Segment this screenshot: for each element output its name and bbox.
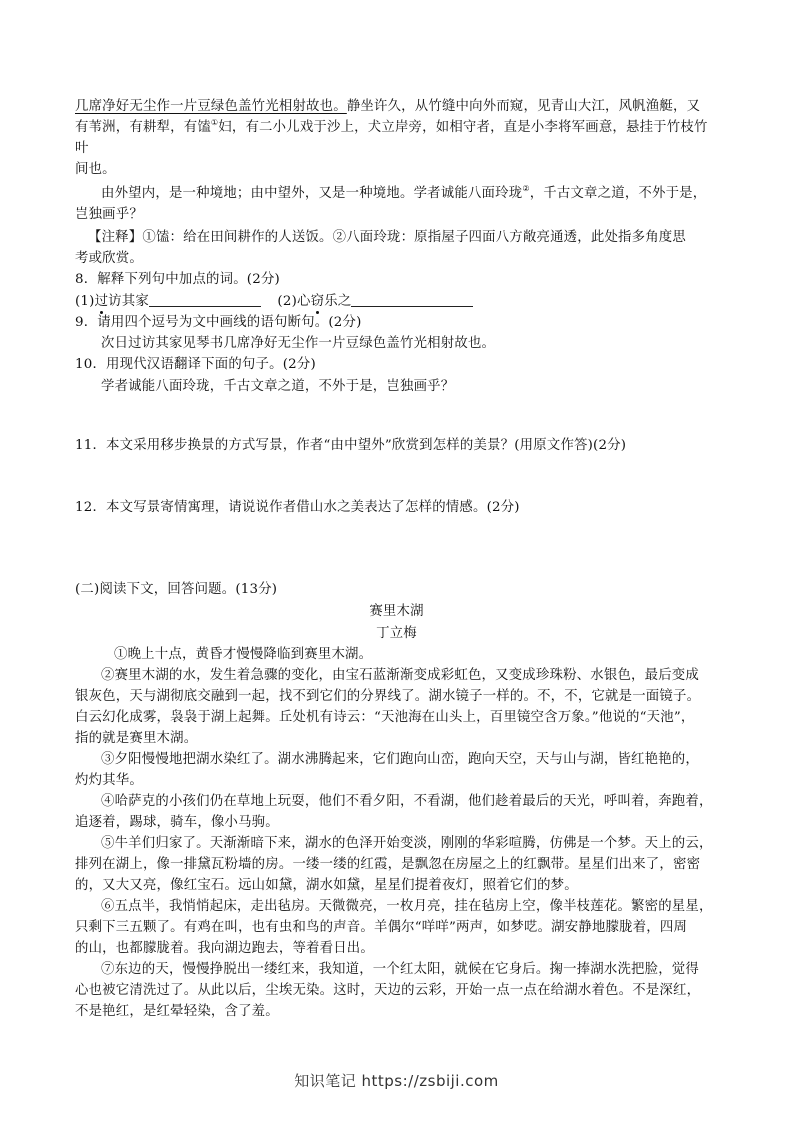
- question-11: 11．本文采用移步换景的方式写景，作者“由中望外”欣赏到怎样的美景？(用原文作答)(2分): [75, 438, 627, 453]
- text-segment: 有苇洲，有耕犁，有馌: [75, 120, 211, 135]
- text-segment: 访其家: [108, 294, 149, 309]
- footnote-marker: ②: [522, 184, 530, 193]
- text-segment: 妇，有二小儿戏于沙上，犬立岸旁，如相守者，直是小李将军画意，悬挂于竹枝竹: [218, 120, 708, 135]
- paragraph-line: ⑥五点半，我悄悄起床，走出毡房。天微微亮，一枚月亮，挂在毡房上空，像半枝莲花。繁密的星星，: [101, 899, 713, 914]
- text-line: [101, 184, 706, 204]
- paragraph-line: ③夕阳慢慢地把湖水染红了。湖水沸腾起来，它们跑向山峦，跑向天空，天与山与湖，皆红艳艳的，: [101, 752, 699, 767]
- text-line: 叶: [75, 141, 89, 156]
- text-line: 次日过访其家见琴书几席净好无尘作一片豆绿色盖竹光相射故也。: [101, 336, 496, 351]
- paragraph-line: 不是艳红，是红晕轻染，含了羞。: [75, 1004, 279, 1019]
- paragraph-line: ④哈萨克的小孩们仍在草地上玩耍，他们不看夕阳，不看湖，他们趁着最后的天光，呼叫着，奔跑着，: [101, 794, 713, 809]
- article-author: 丁立梅: [376, 626, 417, 641]
- paragraph-line: 灼灼其华。: [75, 773, 143, 788]
- answer-blank-1[interactable]: [149, 292, 261, 307]
- paragraph-line: 心也被它清洗过了。从此以后，尘埃无染。这时，天边的云彩，开始一点一点在给湖水着色。不是深红，: [75, 983, 701, 998]
- question-12: 12．本文写景寄情寓理，请说说作者借山水之美表达了怎样的情感。(2分): [75, 500, 520, 515]
- paragraph-line: 只剩下三五颗了。有鸡在叫，也有虫和鸟的声音。羊偶尔“咩咩”两声，如梦呓。湖安静地朦胧着，四周: [75, 920, 688, 935]
- underlined-text: 几席净好无尘作一片豆绿色盖竹光相射故也。: [75, 99, 347, 114]
- paragraph-line: 追逐着，踢球，骑车，像小马驹。: [75, 815, 279, 830]
- text-segment: ，千古文章之道，不外于是，: [529, 186, 707, 201]
- section-heading: (二)阅读下文，回答问题。(13分): [75, 582, 278, 597]
- paragraph-line: ⑤牛羊们归家了。天渐渐暗下来，湖水的色泽开始变淡，刚刚的华彩喧腾，仿佛是一个梦。天上的云，: [101, 836, 713, 851]
- answer-blank-2[interactable]: [351, 292, 473, 307]
- footnote-marker: ①: [210, 118, 219, 127]
- item-number: (1): [75, 294, 95, 309]
- text-line: 间也。: [75, 162, 116, 177]
- text-line: [75, 97, 700, 117]
- text-segment: 由外望内，是一种境地；由中望外，又是一种境地。学者诚能八面玲珑: [101, 186, 523, 201]
- dotted-char: 窃: [310, 294, 325, 309]
- question-10: 10．用现代汉语翻译下面的句子。(2分): [75, 357, 316, 372]
- text-line: 学者诚能八面玲珑，千古文章之道，不外于是，岂独画乎？: [101, 379, 455, 394]
- footer-watermark: 知识笔记 https://zsbiji.com: [294, 1072, 499, 1090]
- question-8: 8．解释下列句中加点的词。(2分): [75, 272, 280, 287]
- dotted-char: 过: [94, 294, 109, 309]
- paragraph-line: ⑦东边的天，慢慢挣脱出一缕红来，我知道，一个红太阳，就候在它身后。掬一捧湖水洗把脸，觉得: [101, 962, 699, 977]
- text-segment: 乐之: [324, 294, 352, 309]
- paragraph-line: 银灰色，天与湖彻底交融到一起，找不到它们的分界线了。湖水镜子一样的。不，不，它就是一面镜子。: [75, 689, 701, 704]
- question-9: 9．请用四个逗号为文中画线的语句断句。(2分): [75, 315, 362, 330]
- text-segment: (2)心: [277, 294, 311, 309]
- text-segment: 静坐许久，从竹缝中向外而窥，见青山大江，风帆渔艇，又: [346, 99, 701, 114]
- annotation-line: 考或欣赏。: [75, 251, 143, 266]
- text-line: [75, 118, 708, 138]
- paragraph-line: ②赛里木湖的水，发生着急骤的变化，由宝石蓝渐渐变成彩虹色，又变成珍珠粉、水银色，最后变成: [101, 668, 699, 683]
- paragraph-line: 的，又大又亮，像红宝石。远山如黛，湖水如黛，星星们提着夜灯，照着它们的梦。: [75, 878, 578, 893]
- paragraph-line: 白云幻化成雾，袅袅于湖上起舞。丘处机有诗云：“天池海在山头上，百里镜空含万象。”他说的“天池”，: [75, 710, 695, 725]
- paragraph-line: 指的就是赛里木湖。: [75, 731, 198, 746]
- text-line: 岂独画乎？: [75, 207, 143, 222]
- paragraph-line: 的山，也都朦胧着。我向湖边跑去，等着看日出。: [75, 941, 374, 956]
- question-8-items: [75, 292, 473, 312]
- article-title: 赛里木湖: [369, 604, 424, 619]
- annotation-line: 【注释】①馌：给在田间耕作的人送饭。②八面玲珑：原指屋子四面八方敞亮通透，此处指多角度思: [88, 230, 686, 245]
- paragraph-line: 排列在湖上，像一排黛瓦粉墙的房。一缕一缕的红霞，是飘忽在房屋之上的红飘带。星星们出来了，密密: [75, 857, 701, 872]
- paragraph-line: ①晚上十点，黄昏才慢慢降临到赛里木湖。: [114, 647, 373, 662]
